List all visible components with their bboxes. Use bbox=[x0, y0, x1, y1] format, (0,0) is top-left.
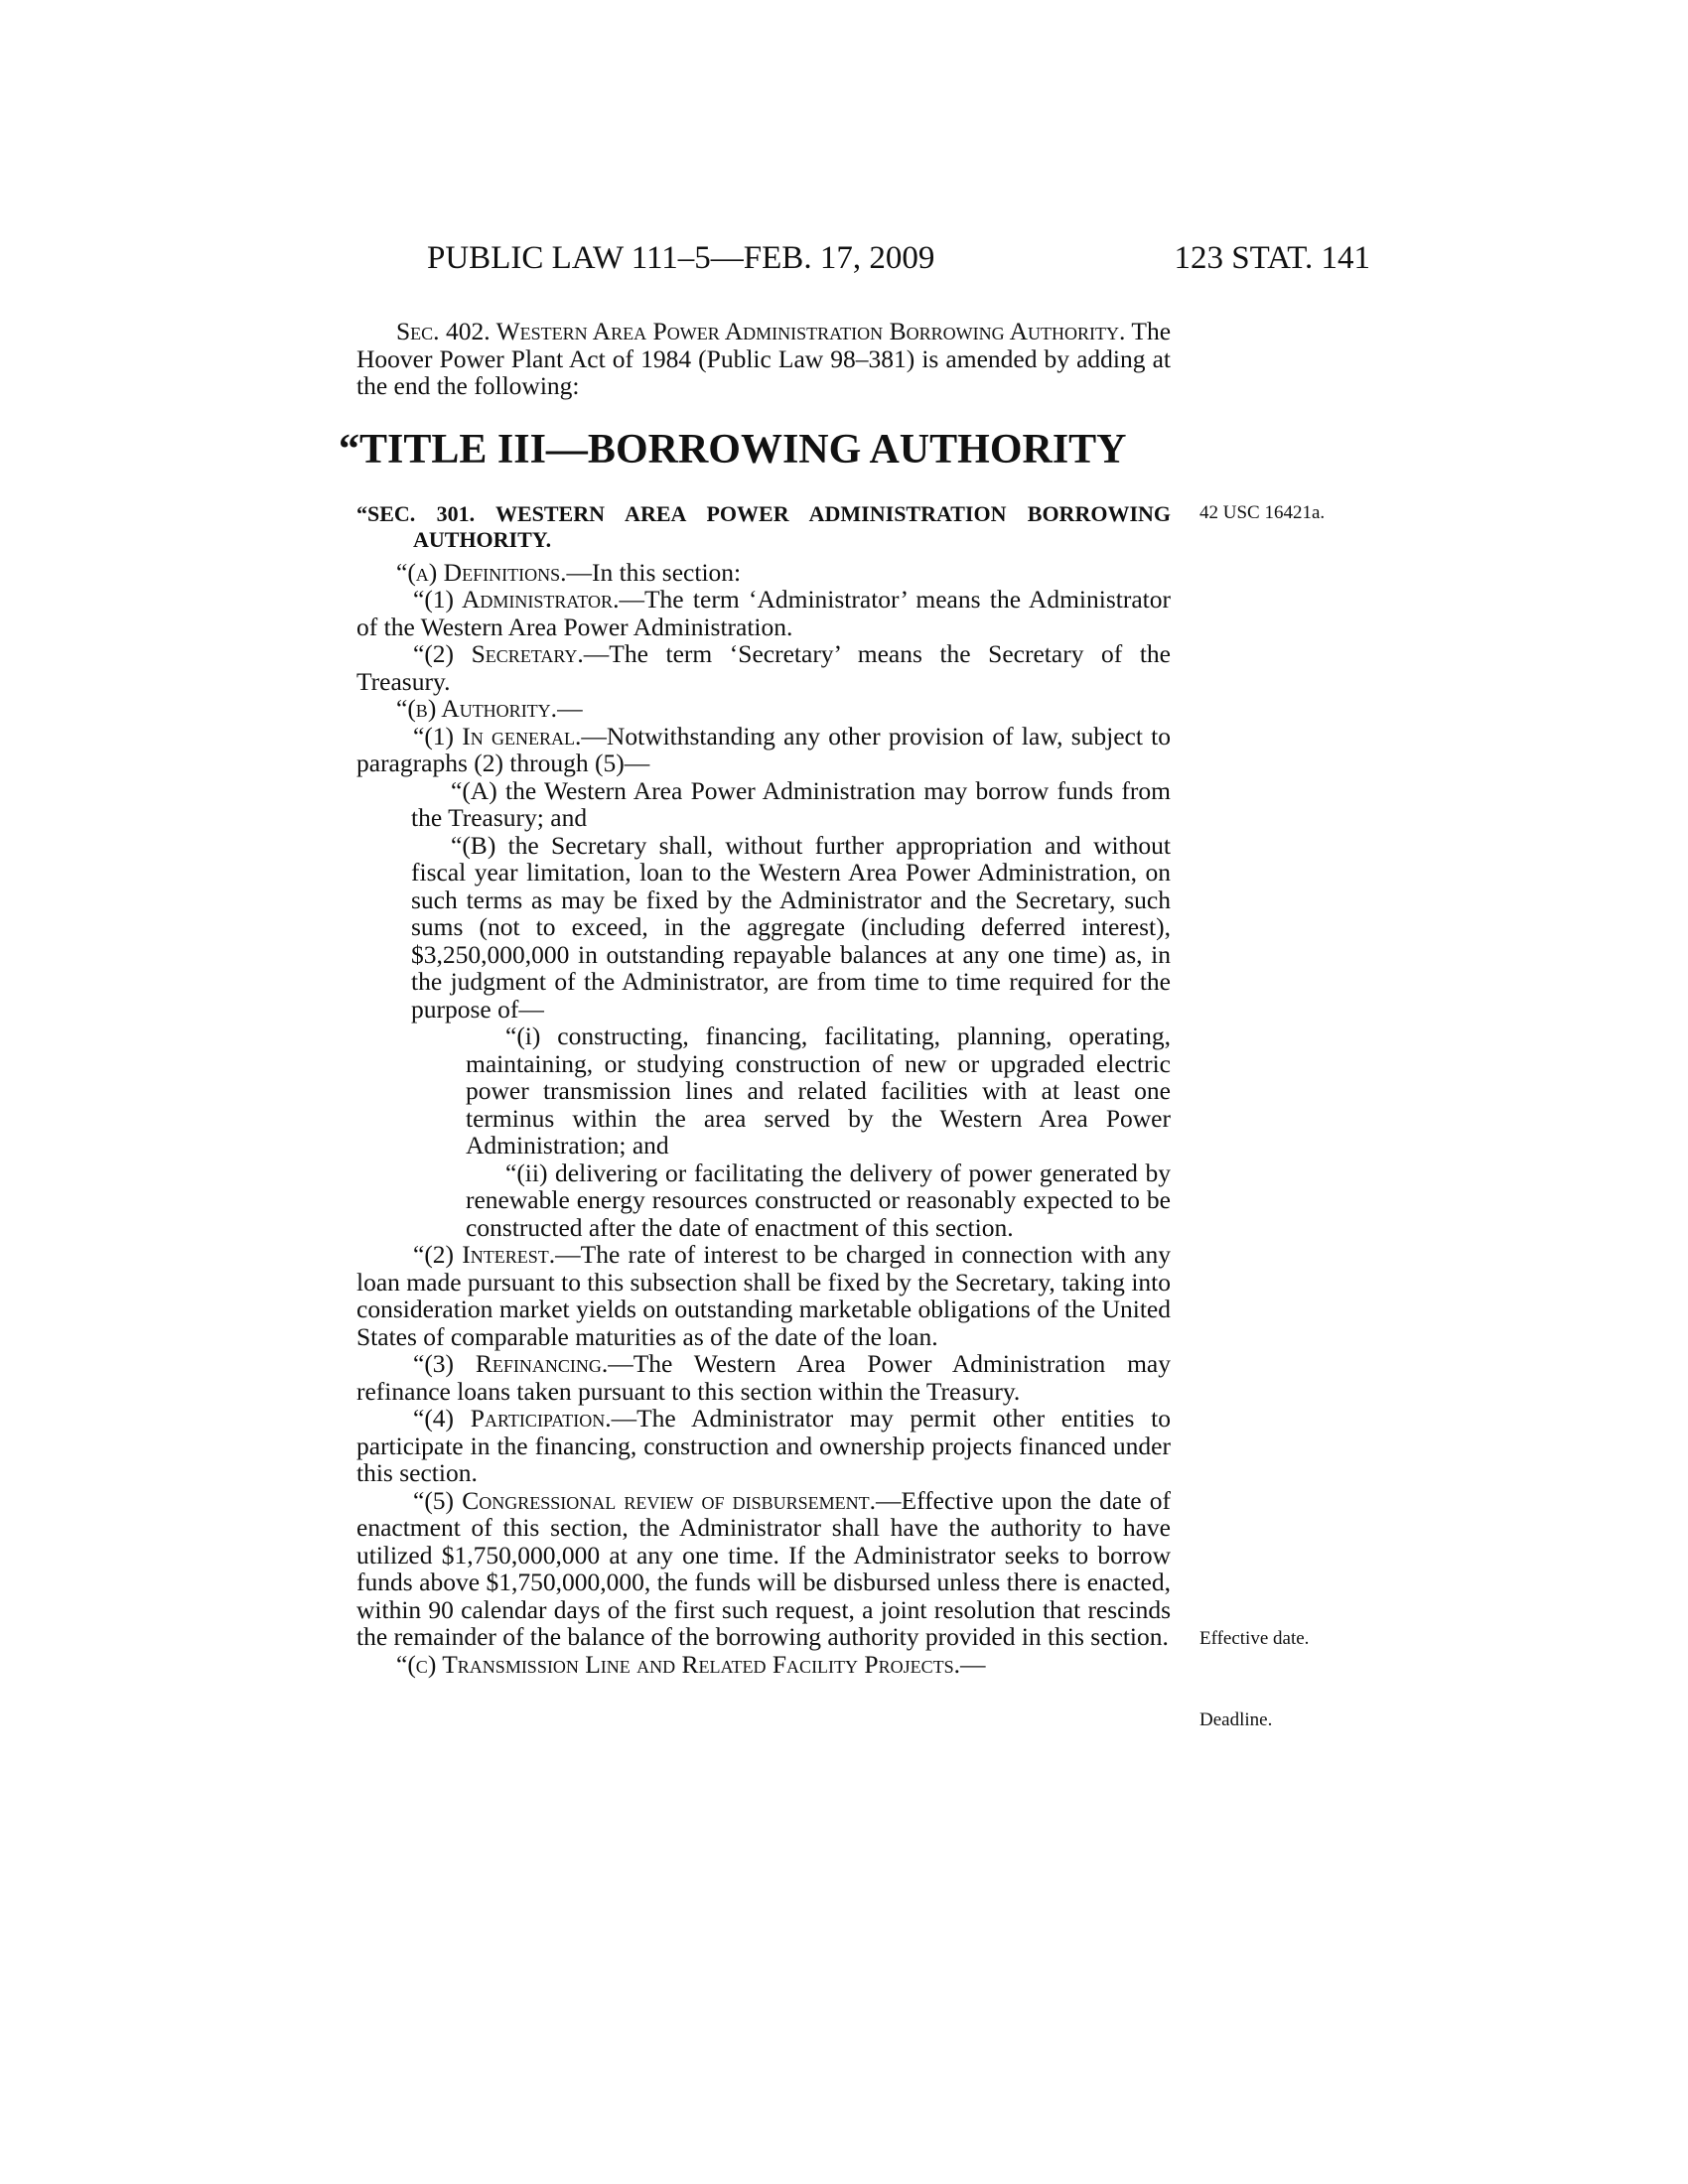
subsection-c bbox=[356, 1651, 1171, 1679]
paragraph-a2-heading: “(2) Secretary. bbox=[413, 639, 584, 668]
paragraph-b4 bbox=[356, 1405, 1171, 1487]
subparagraph-b1b: “(B) the Secretary shall, without further appropriation and without fiscal year limitation, loan to the Western Area Power Administration, on such terms as may be fixed by the Administrator and the Secretary, such sums (not to exceed, in the aggregate (including deferred interest), $3,250,000,000 in outstanding repayable balances at any one time) as, in the judgment of the Administrator, are from time to time required for the purpose of— bbox=[411, 830, 1171, 1024]
section-402-text: The Hoover Power Plant Act of 1984 (Public Law 98–381) is amended by adding at the end the following: bbox=[356, 317, 1172, 400]
title-heading: “TITLE III—BORROWING AUTHORITY bbox=[339, 426, 1127, 473]
paragraph-b3-text: —The Western Area Power Administration may refinance loans taken pursuant to this section within the Treasury. bbox=[356, 1349, 1171, 1406]
subsection-a-heading: “(a) Definitions. bbox=[396, 557, 567, 587]
section-402 bbox=[356, 318, 1171, 400]
subsection-c-heading: “(c) Transmission Line and Related Facility Projects. bbox=[396, 1649, 960, 1679]
page-reference: 123 STAT. 141 bbox=[1174, 240, 1370, 276]
subsection-a bbox=[356, 559, 1171, 587]
running-title: PUBLIC LAW 111–5—FEB. 17, 2009 bbox=[427, 240, 935, 276]
margin-note-usc: 42 USC 16421a. bbox=[1199, 502, 1326, 523]
paragraph-b4-heading: “(4) Participation. bbox=[413, 1404, 612, 1433]
section-402-heading: Sec. 402. Western Area Power Administration Borrowing Authority. bbox=[396, 317, 1126, 345]
clause-b1b-ii: “(ii) delivering or facilitating the delivery of power generated by renewable energy resources constructed or reasonably expected to be constructed after the date of enactment of this section. bbox=[466, 1158, 1171, 1242]
margin-note-effective-date: Effective date. bbox=[1199, 1628, 1310, 1649]
paragraph-a1-text: —The term ‘Administrator’ means the Administrator of the Western Area Power Administration. bbox=[356, 585, 1171, 641]
paragraph-b5 bbox=[356, 1487, 1171, 1651]
paragraph-b5-heading: “(5) Congressional review of disbursement. bbox=[413, 1485, 877, 1515]
subsection-b bbox=[356, 695, 1171, 723]
paragraph-a1-heading: “(1) Administrator. bbox=[413, 585, 620, 614]
paragraph-b1-text: —Notwithstanding any other provision of law, subject to paragraphs (2) through (5)— bbox=[356, 721, 1172, 777]
paragraph-b3 bbox=[356, 1350, 1171, 1405]
paragraph-b2 bbox=[356, 1241, 1171, 1350]
paragraph-b3-heading: “(3) Refinancing. bbox=[413, 1349, 609, 1378]
paragraph-b2-text: —The rate of interest to be charged in connection with any loan made pursuant to this subsection shall be fixed by the Secretary, taking into consideration market yields on outstanding marketable obligations of the United States of comparable maturities as of the date of the loan. bbox=[356, 1240, 1171, 1351]
clause-b1b-i: “(i) constructing, financing, facilitating, planning, operating, maintaining, or studying construction of new or upgraded electric power transmission lines and related facilities with at least one terminus within the area served by the Western Area Power Administration; and bbox=[466, 1022, 1171, 1160]
margin-note-deadline: Deadline. bbox=[1199, 1709, 1273, 1730]
subsection-b-heading: “(b) Authority. bbox=[396, 694, 558, 723]
section-301-heading: “SEC. 301. WESTERN AREA POWER ADMINISTRATION BORROWING AUTHORITY. bbox=[356, 500, 1171, 552]
page-header bbox=[427, 240, 1370, 290]
subparagraph-b1a: “(A) the Western Area Power Administration may borrow funds from the Treasury; and bbox=[411, 775, 1171, 832]
subsection-b-text: — bbox=[557, 694, 583, 723]
paragraph-a2 bbox=[356, 640, 1171, 695]
paragraph-b4-text: —The Administrator may permit other entities to participate in the financing, construction and ownership projects financed under this section. bbox=[356, 1404, 1171, 1487]
subsection-c-text: — bbox=[960, 1649, 986, 1679]
paragraph-b2-heading: “(2) Interest. bbox=[413, 1240, 556, 1269]
paragraph-b1-heading: “(1) In general. bbox=[413, 721, 582, 751]
subsection-a-text: —In this section: bbox=[566, 557, 742, 587]
paragraph-b1 bbox=[356, 723, 1171, 777]
document-body bbox=[339, 317, 1172, 1679]
paragraph-a2-text: —The term ‘Secretary’ means the Secretary of the Treasury. bbox=[356, 639, 1172, 696]
paragraph-b5-text: —Effective upon the date of enactment of this section, the Administrator shall have the authority to have utilized $1,750,000,000 at any one time. If the Administrator seeks to borrow funds above $1,750,000,000, the funds will be disbursed unless there is enacted, within 90 calendar days of the first such request, a joint resolution that rescinds the remainder of the balance of the borrowing authority provided in this section. bbox=[356, 1485, 1171, 1651]
paragraph-a1 bbox=[356, 586, 1171, 640]
